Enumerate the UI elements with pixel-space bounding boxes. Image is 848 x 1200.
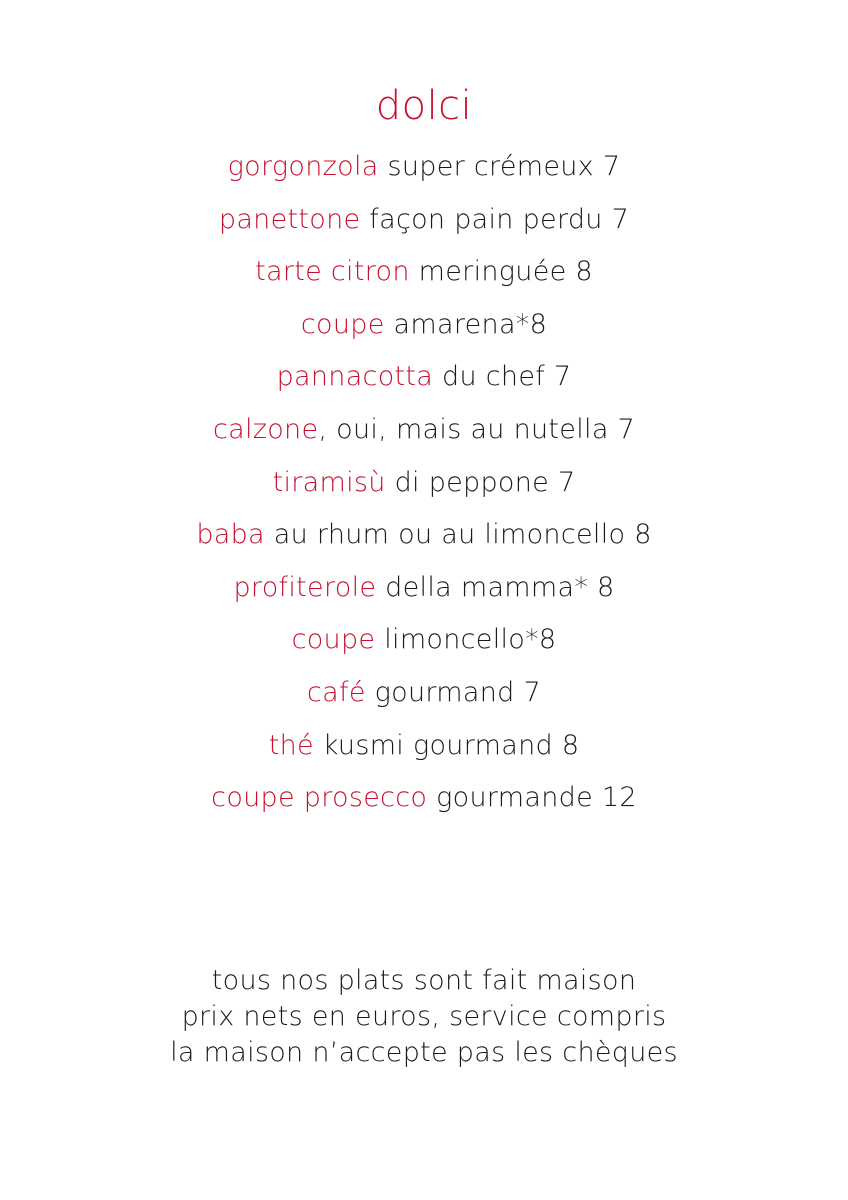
item-description: di peppone 7 <box>385 466 576 498</box>
item-description: , oui, mais au nutella 7 <box>318 413 636 445</box>
item-description: gourmande 12 <box>427 782 637 814</box>
item-description: du chef 7 <box>433 361 572 393</box>
item-description: super crémeux 7 <box>378 151 621 182</box>
menu-item-coupe-limoncello <box>0 614 848 667</box>
menu-item-coupe-prosecco <box>0 772 848 825</box>
item-description: kusmi gourmand 8 <box>313 729 580 761</box>
dessert-list <box>0 141 848 825</box>
menu-item-panettone <box>0 194 848 247</box>
item-description: meringuée 8 <box>409 256 593 288</box>
menu-item-pannacotta <box>0 351 848 404</box>
item-description: au rhum ou au limoncello 8 <box>264 519 652 551</box>
item-description: della mamma* 8 <box>376 571 615 603</box>
item-name: café <box>307 676 366 708</box>
item-name: thé <box>268 729 314 761</box>
item-description: limoncello*8 <box>375 624 557 656</box>
footer-payment: la maison n’accepte pas les chèques <box>170 1037 678 1068</box>
item-name: profiterole <box>233 571 377 603</box>
menu-item-profiterole <box>0 562 848 615</box>
item-name: pannacotta <box>276 361 434 393</box>
footer-notes <box>0 963 848 1071</box>
menu-item-calzone <box>0 404 848 457</box>
item-description: façon pain perdu 7 <box>360 203 630 235</box>
item-name: panettone <box>218 203 361 235</box>
menu-item-baba <box>0 509 848 562</box>
item-name: calzone <box>212 413 319 445</box>
item-description: amarena*8 <box>384 308 548 340</box>
item-name: coupe prosecco <box>211 782 428 814</box>
menu-item-tiramisu <box>0 457 848 510</box>
footer-homemade: tous nos plats sont fait maison <box>211 965 637 996</box>
menu-item-tarte-citron <box>0 246 848 299</box>
footer-prices: prix nets en euros, service compris <box>181 1001 667 1032</box>
item-name: baba <box>196 519 265 551</box>
item-name: coupe <box>300 308 385 340</box>
item-description: gourmand 7 <box>365 676 541 708</box>
item-name: tarte citron <box>255 256 410 288</box>
item-name: coupe <box>291 624 376 656</box>
menu-item-the <box>0 720 848 773</box>
menu-item-cafe <box>0 667 848 720</box>
menu-title: dolci <box>375 83 473 129</box>
menu-item-gorgonzola <box>0 141 848 194</box>
item-name: tiramisù <box>272 466 386 498</box>
menu-item-coupe-amarena <box>0 299 848 352</box>
item-name: gorgonzola <box>227 151 379 182</box>
